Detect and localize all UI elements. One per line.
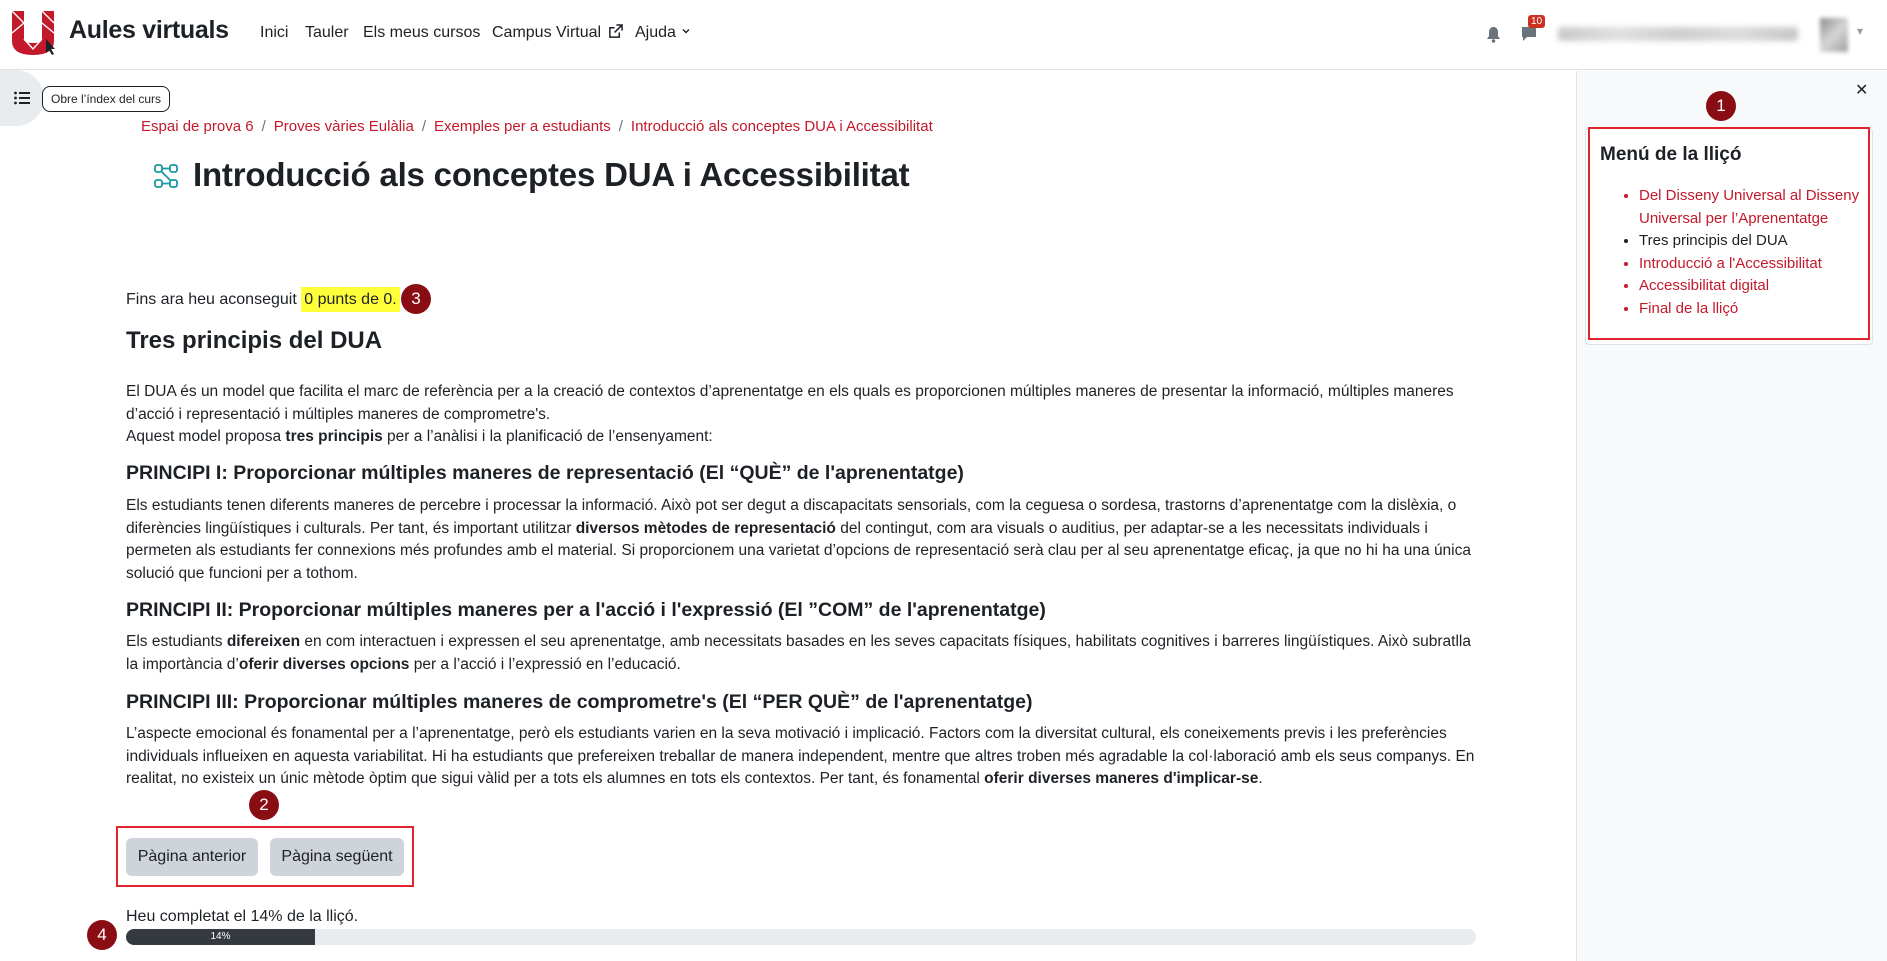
score-line [126,291,400,309]
external-link-icon [608,24,623,39]
breadcrumb [141,118,933,135]
page-heading: Tres principis del DUA [126,327,383,354]
next-page-button[interactable]: Pàgina següent [270,838,404,876]
principle-3-text-b: . [1258,770,1263,788]
lesson-menu-item-current: • Tres principis del DUA [1639,230,1869,253]
breadcrumb-separator: / [261,118,266,135]
principle-2-text [126,631,1480,676]
progress-bar [126,929,1476,945]
lesson-menu-item[interactable]: • Accessibilitat digital [1639,275,1869,298]
messages-count-badge: 10 [1528,15,1545,28]
annotation-box-lesson-menu [1588,127,1870,340]
annotation-marker: 1 [1706,91,1736,121]
chevron-down-icon [681,26,691,36]
intro-text-2: Aquest model proposa [126,428,286,446]
breadcrumb-separator: / [421,118,426,135]
site-logo[interactable] [10,9,56,55]
annotation-marker: 2 [249,790,279,820]
principle-2-text-b: en com interactuen i expressen el seu aprenentatge, amb necessitats basades en les seves capacitats físiques, habilitats cognitives i barreres lingüístiques. Això subratlla la importància d’ [126,633,1471,673]
principle-2-heading: PRINCIPI II: Proporcionar múltiples maneres per a l'acció i l'expressió (El ”COM” de l'aprenentatge) [126,599,1046,621]
course-index-toggle[interactable] [0,70,44,126]
principle-1-heading: PRINCIPI I: Proporcionar múltiples maneres de representació (El “QUÈ” de l'aprenentatge) [126,462,964,484]
lesson-menu-item[interactable]: • Del Disseny Universal al Disseny Universal per l’Aprenentatge [1639,185,1869,230]
nav-link-help[interactable] [635,24,691,42]
intro-text: El DUA és un model que facilita el marc de referència per a la creació de contextos d’aprenentatge en els quals es proporcionen múltiples maneres de presentar la informació, múltiples maneres d’acció i representació i múltiples maneres de comprometre's. [126,383,1454,423]
breadcrumb-separator: / [618,118,623,135]
breadcrumb-item[interactable]: Introducció als conceptes DUA i Accessibilitat [630,118,933,135]
principle-2-bold-2: oferir diverses opcions [238,655,410,673]
nav-link-campus-virtual[interactable] [492,24,623,42]
course-index-tooltip: Obre l’índex del curs [42,86,170,112]
principle-3-bold: oferir diverses maneres d'implicar-se [984,770,1259,788]
intro-bold: tres principis [285,428,383,446]
nav-link-campus-label: Campus Virtual [492,24,602,41]
breadcrumb-item[interactable]: Proves vàries Eulàlia [273,118,414,135]
principle-3-text [126,723,1480,791]
user-name-blurred[interactable] [1558,27,1798,41]
progress-text: Heu completat el 14% de la lliçó. [126,908,359,925]
top-navbar [0,0,1887,70]
previous-page-button[interactable]: Pàgina anterior [126,838,258,876]
score-value: 0 punts de 0. [301,287,400,312]
principle-2-bold-1: difereixen [226,633,301,650]
annotation-marker: 3 [401,284,431,314]
nav-link-inici[interactable]: Inici [260,24,289,41]
annotation-marker: 4 [87,920,117,950]
intro-paragraph [126,381,1480,449]
site-name[interactable]: Aules virtuals [69,16,229,44]
bell-icon[interactable] [1486,26,1501,43]
principle-3-text-a: L’aspecte emocional és fonamental per a l’aprenentatge, però els estudiants varien en la seva motivació i implicació. Factors com la diversitat cultural, els coneixements previs i les preferències individuals influeixen en aquesta variabilitat. Hi ha estudiants que prefereixen treballar de manera independent, mentre que altres troben més agradable la col·laboració amb els seus companys. En realitat, no existeix un únic mètode òptim que sigui vàlid per a tots els alumnes en tots els contextos. Per tant, és fonamental [126,725,1475,788]
progress-bar-fill: 14% [126,929,315,945]
principle-2-text-a: Els estudiants [126,633,227,650]
lesson-menu-item[interactable]: • Introducció a l'Accessibilitat [1639,253,1869,276]
principle-3-heading: PRINCIPI III: Proporcionar múltiples maneres de comprometre's (El “PER QUÈ” de l'aprenentatge) [126,691,1033,713]
page-title: Introducció als conceptes DUA i Accessibilitat [193,156,910,193]
messages-icon[interactable] [1521,26,1537,43]
nav-link-tauler[interactable]: Tauler [305,24,349,41]
principle-1-bold: diversos mètodes de representació [575,519,836,537]
breadcrumb-item[interactable]: Exemples per a estudiants [433,118,611,135]
nav-link-my-courses[interactable]: Els meus cursos [363,24,481,41]
lesson-menu-title: Menú de la lliçó [1600,144,1742,165]
close-icon[interactable]: ✕ [1855,82,1869,99]
breadcrumb-item[interactable]: Espai de prova 6 [141,118,254,135]
user-menu-chevron-icon[interactable]: ▾ [1857,24,1864,38]
principle-1-text-a: Els estudiants tenen diferents maneres de percebre i processar la informació. Això pot ser degut a discapacitats sensorials, com la ceguesa o sordesa, trastorns d’aprenentatge com la dislèxia, o diferències lingüístiques i culturals. Per tant, és important utilitzar [126,497,1457,537]
avatar[interactable] [1820,18,1848,52]
list-icon [14,91,30,105]
intro-text-3: per a l’anàlisi i la planificació de l’ensenyament: [382,428,713,446]
lesson-activity-icon [154,164,178,188]
score-prefix: Fins ara heu aconseguit [126,291,297,308]
principle-1-text-b: del contingut, com ara visuals o auditius, per adaptar-se a les necessitats individuals i permeten als estudiants fer connexions més profundes amb el material. Si proporcionem una varietat d’opcions de representació serà clau per al seu aprenentatge eficaç, ja que no hi ha una única solució que funcioni per a tothom. [126,519,1471,582]
principle-2-text-c: per a l’acció i l’expressió en l’educació. [409,655,681,673]
annotation-box-navigation-buttons [116,826,414,887]
principle-1-text [126,495,1480,585]
lesson-menu-item[interactable]: • Final de la lliçó [1639,298,1869,321]
nav-link-help-label: Ajuda [635,24,676,41]
